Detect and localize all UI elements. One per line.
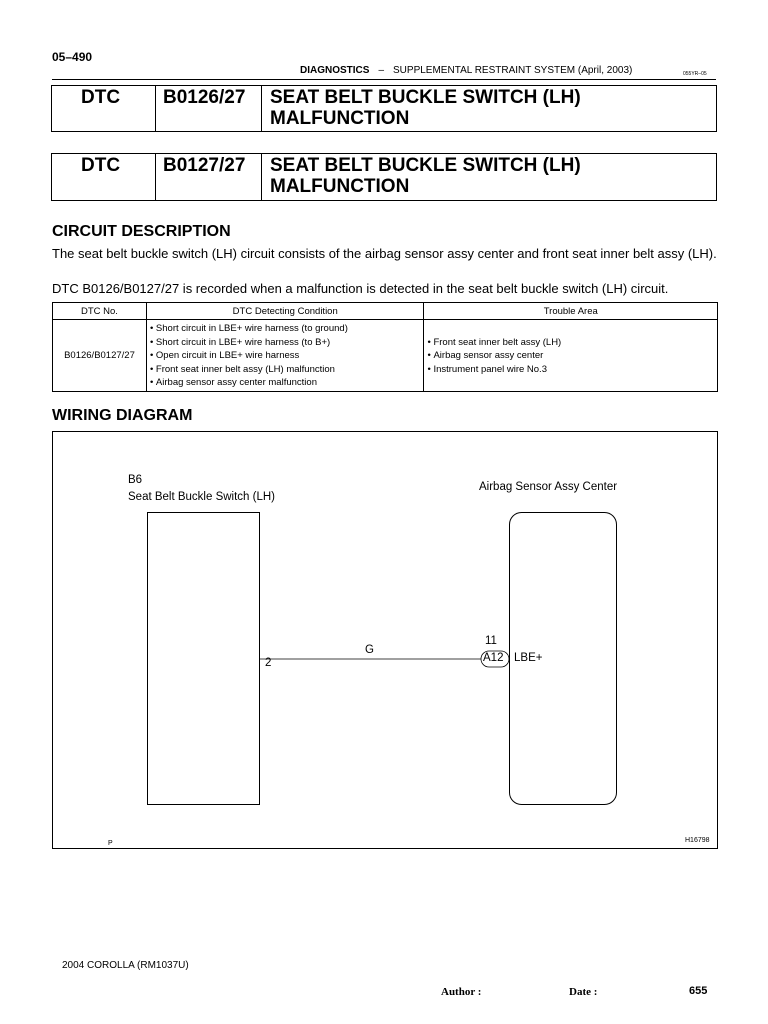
terminal-name: LBE+ bbox=[514, 652, 543, 664]
cell-dtc-no: B0126/B0127/27 bbox=[53, 320, 147, 392]
list-item: • Instrument panel wire No.3 bbox=[427, 363, 717, 377]
left-component-code: B6 bbox=[128, 474, 143, 486]
dtc-label: DTC bbox=[52, 86, 156, 131]
dtc-code: B0126/27 bbox=[156, 86, 262, 131]
right-component-name: Airbag Sensor Assy Center bbox=[479, 481, 618, 493]
header-separator: – bbox=[378, 65, 385, 76]
author-label: Author : bbox=[441, 986, 482, 998]
list-item: • Airbag sensor assy center malfunction bbox=[150, 376, 424, 390]
left-pin-number: 2 bbox=[265, 657, 272, 669]
corner-mark: P bbox=[108, 840, 113, 847]
list-item: • Short circuit in LBE+ wire harness (to B+) bbox=[150, 336, 424, 350]
wiring-diagram-title: WIRING DIAGRAM bbox=[52, 407, 193, 424]
list-item: • Open circuit in LBE+ wire harness bbox=[150, 349, 424, 363]
column-header-trouble-area: Trouble Area bbox=[424, 303, 718, 320]
dtc-code: B0127/27 bbox=[156, 154, 262, 200]
figure-code: H16798 bbox=[685, 837, 710, 844]
connector-code: A12 bbox=[483, 652, 504, 664]
left-component-name: Seat Belt Buckle Switch (LH) bbox=[128, 491, 276, 503]
document-code: 055YR–05 bbox=[683, 71, 707, 77]
list-item: • Airbag sensor assy center bbox=[427, 349, 717, 363]
date-label: Date : bbox=[569, 986, 598, 998]
footer-page-number: 655 bbox=[689, 985, 708, 997]
dtc-title-line1: SEAT BELT BUCKLE SWITCH (LH) bbox=[270, 155, 581, 176]
circuit-description-title: CIRCUIT DESCRIPTION bbox=[52, 223, 231, 240]
buckle-switch-box bbox=[148, 513, 260, 805]
list-item: • Front seat inner belt assy (LH) bbox=[427, 336, 717, 350]
list-item: • Short circuit in LBE+ wire harness (to ground) bbox=[150, 322, 424, 336]
footer-model: 2004 COROLLA (RM1037U) bbox=[62, 960, 189, 971]
circuit-description-paragraph: The seat belt buckle switch (LH) circuit consists of the airbag sensor assy center and front seat inner belt assy (LH). bbox=[52, 246, 717, 261]
section-name: DIAGNOSTICS bbox=[300, 65, 370, 76]
right-pin-number: 11 bbox=[485, 635, 497, 647]
wire-color-label: G bbox=[365, 644, 374, 656]
dtc-title-line2: MALFUNCTION bbox=[270, 176, 410, 197]
subsection-name: SUPPLEMENTAL RESTRAINT SYSTEM (April, 2003) bbox=[393, 65, 633, 76]
column-header-condition: DTC Detecting Condition bbox=[146, 303, 424, 320]
dtc-title-line1: SEAT BELT BUCKLE SWITCH (LH) bbox=[270, 87, 581, 108]
page-number: 05–490 bbox=[52, 50, 93, 64]
circuit-description-dtc-note: DTC B0126/B0127/27 is recorded when a malfunction is detected in the seat belt buckle switch (LH) circuit. bbox=[52, 281, 669, 296]
dtc-label: DTC bbox=[52, 154, 156, 200]
list-item: • Front seat inner belt assy (LH) malfunction bbox=[150, 363, 424, 377]
column-header-dtc-no: DTC No. bbox=[53, 303, 147, 320]
dtc-title-line2: MALFUNCTION bbox=[270, 108, 410, 129]
